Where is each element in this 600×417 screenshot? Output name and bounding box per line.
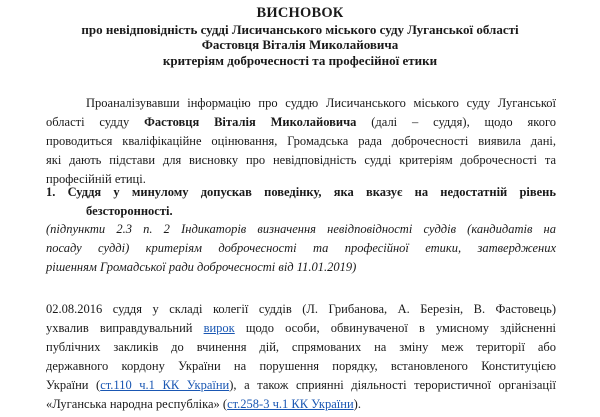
intro-text: області судду xyxy=(46,115,145,129)
subtitle-line-1: про невідповідність судді Лисичанського міського суду Луганської області xyxy=(81,21,519,37)
intro-paragraph xyxy=(46,94,556,189)
body-text: України ( xyxy=(46,378,101,392)
body-line xyxy=(46,376,556,395)
intro-line xyxy=(46,94,556,113)
document-header xyxy=(0,6,600,68)
section-note-line: (підпункти 2.3 п. 2 Індикаторів визначення невідповідності суддів (кандидатів на xyxy=(46,222,556,236)
intro-line: проводиться кваліфікаційне оцінювання, Громадська рада доброчесності виявила дані, xyxy=(46,134,556,148)
section-heading-line: 1. Суддя у минулому допускав поведінку, яка вказує на недостатній рівень xyxy=(46,185,556,199)
criminal-code-article-110-link[interactable]: ст.110 ч.1 КК України xyxy=(100,378,230,392)
body-text: ухвалив виправдувальний xyxy=(46,321,204,335)
body-text: «Луганська народна республіка» ( xyxy=(46,397,228,411)
body-line: публічних закликів до вчинення дій, спрямованих на зміну меж території або xyxy=(46,340,556,354)
judge-name: Фастовця Віталія Миколайовича xyxy=(144,115,357,129)
section-1-note xyxy=(46,220,556,277)
body-line: державного кордону України на порушення порядку, встановленого Конституцією xyxy=(46,359,556,373)
section-1-body xyxy=(46,300,556,414)
criminal-code-article-258-3-link[interactable]: ст.258-3 ч.1 КК України xyxy=(227,397,354,411)
intro-line: професійній етиці. xyxy=(46,172,146,186)
intro-text: Проаналізувавши інформацію про суддю Лисичанського міського суду Луганської xyxy=(86,96,556,110)
section-heading-line: безсторонності. xyxy=(86,204,173,218)
section-note-line: посаду судді) критеріям доброчесності та професійної етики, затверджених xyxy=(46,241,556,255)
subtitle-judge-name: Фастовця Віталія Миколайовича xyxy=(201,37,399,52)
verdict-link[interactable]: вирок xyxy=(203,321,235,335)
body-text: ), а також сприянні діяльності терористичної організації xyxy=(229,378,557,392)
body-text: щодо особи, обвинуваченої в умисному здійсненні xyxy=(234,321,556,335)
intro-text: (далі – суддя), щодо якого xyxy=(356,115,557,129)
body-text: ). xyxy=(353,397,361,411)
section-note-line: рішенням Громадської ради доброчесності від 11.01.2019) xyxy=(46,260,357,274)
section-1-heading xyxy=(46,183,556,221)
subtitle-line-3: критеріям доброчесності та професійної етики xyxy=(162,52,438,68)
body-line: 02.08.2016 суддя у складі колегії суддів (Л. Грибанова, А. Березін, В. Фастовець) xyxy=(46,302,556,316)
body-line xyxy=(46,319,556,338)
intro-line: які дають підстави для висновку про невідповідність судді критеріям доброчесності та xyxy=(46,153,556,167)
intro-line xyxy=(46,113,556,132)
body-line xyxy=(46,395,556,414)
document-title: ВИСНОВОК xyxy=(256,5,344,21)
